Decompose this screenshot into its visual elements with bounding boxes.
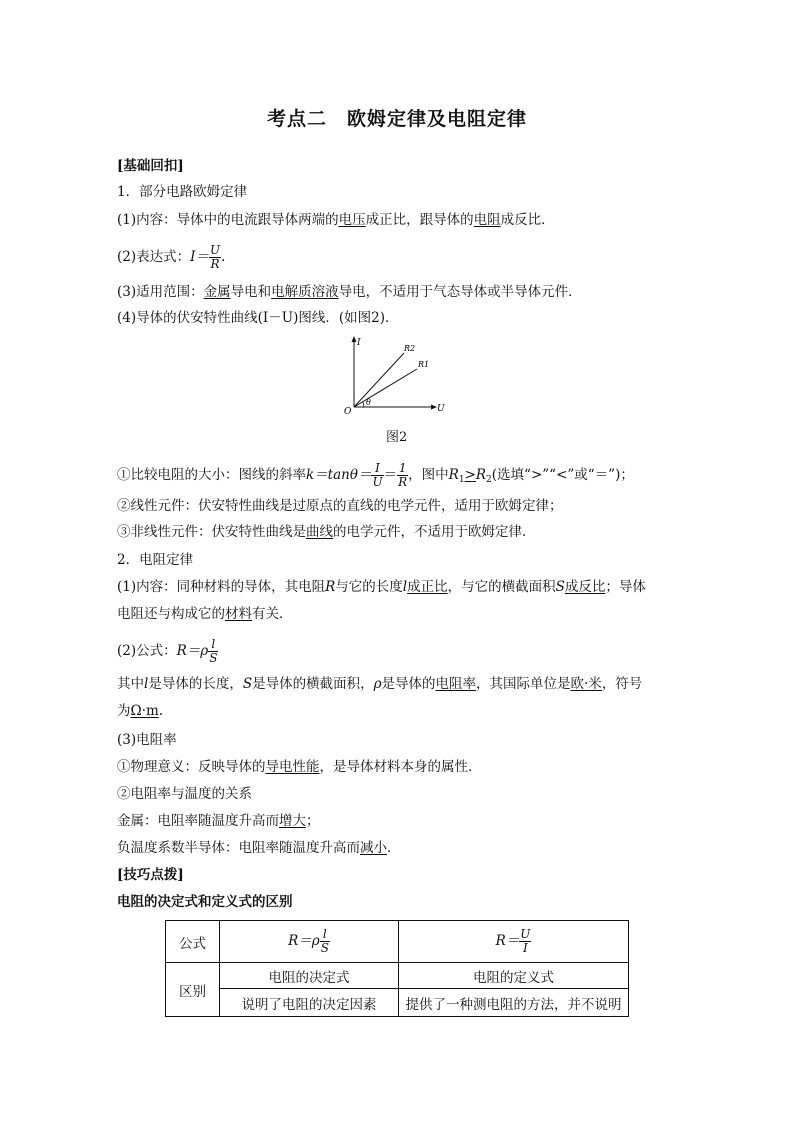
table-title: 电阻的决定式和定义式的区别 (117, 894, 293, 910)
fraction-u-over-r: $\frac{U}{R}$ (209, 243, 221, 271)
basics-header: [基础回扣] (117, 158, 184, 174)
fraction-l-over-s: $\frac{l}{S}$ (320, 927, 329, 955)
page-title: 考点二 欧姆定律及电阻定律 (266, 108, 527, 130)
blank-curve: 曲线 (306, 524, 333, 540)
blank-symbol: Ω·m (130, 703, 159, 719)
fraction-i-over-u: $\frac{I}{U}$ (372, 461, 383, 489)
r1-line (354, 369, 417, 407)
header-formula: 公式 (166, 921, 220, 963)
blank-ohm-meter: 欧·米 (570, 676, 602, 692)
table-cell: 电阻的决定式 (220, 963, 399, 989)
theta-label: θ (366, 398, 371, 407)
fraction-1-over-r: $\frac{1}{R}$ (398, 461, 408, 489)
section-2-heading: 2．电阻定律 (117, 552, 194, 568)
ohm-law-scope: (3)适用范围：金属导电和电解质溶液导电，不适用于气态导体或半导体元件． (117, 284, 582, 300)
blank-inverse: 成反比 (564, 579, 606, 595)
blank-conductivity: 导电性能 (265, 759, 320, 775)
blank-resistivity: 电阻率 (435, 676, 477, 692)
compare-resistance: ①比较电阻的大小：图线的斜率k＝tanθ＝ $\frac{I}{U}$ ＝ $\frac{1}{R}$ ，图中$R_1>R_2$(选填“>”“<”或“＝”)； (117, 461, 634, 489)
blank-proportional: 成正比 (407, 579, 448, 595)
table-cell: 说明了电阻的决定因素 (220, 989, 399, 1017)
table-row (166, 921, 629, 963)
cell-determining-formula: R＝ρ $\frac{l}{S}$ (220, 921, 399, 963)
fraction-l-over-s: $\frac{l}{S}$ (209, 637, 218, 665)
blank-resistance: 电阻 (473, 212, 501, 228)
physical-meaning: ①物理意义：反映导体的导电性能，是导体材料本身的属性． (117, 759, 482, 775)
semiconductor-resistivity: 负温度系数半导体：电阻率随温度升高而减小． (117, 840, 401, 856)
table-row (166, 963, 629, 989)
resistance-formula: (2)公式：R＝ρ $\frac{l}{S}$ (117, 637, 218, 665)
r2-line (354, 353, 404, 407)
header-difference: 区别 (166, 963, 220, 1017)
blank-decrease: 减小 (360, 840, 387, 856)
origin-label: O (344, 407, 352, 415)
comparison-table (165, 920, 629, 1017)
ohm-law-content: (1)内容：导体中的电流跟导体两端的电压成正比，跟导体的电阻成反比． (117, 212, 555, 228)
resistance-law-content-1: (1)内容：同种材料的导体，其电阻R与它的长度l成正比，与它的横截面积S成反比；导体 (117, 579, 646, 595)
blank-metal: 金属 (203, 284, 231, 300)
table-row (166, 989, 629, 1017)
skills-header: [技巧点拨] (117, 867, 184, 883)
blank-electrolyte: 电解质溶液 (271, 284, 339, 300)
theta-arc (363, 402, 365, 407)
resistance-where: 其中l是导体的长度，S是导体的横截面积，ρ是导体的电阻率，其国际单位是欧·米，符号 (117, 676, 643, 692)
i-axis-arrow (352, 336, 357, 342)
temperature-relation: ②电阻率与温度的关系 (117, 786, 252, 802)
section-1-heading: 1．部分电路欧姆定律 (117, 184, 248, 200)
ohm-law-expression: (2)表达式：I＝ $\frac{U}{R}$ . (117, 243, 226, 271)
blank-voltage: 电压 (338, 212, 366, 228)
table-cell: 提供了一种测电阻的方法，并不说明 (399, 989, 629, 1017)
r2-label: R2 (404, 344, 416, 353)
cell-defining-formula: R＝ $\frac{U}{I}$ (399, 921, 629, 963)
resistance-symbol: 为Ω·m. (117, 703, 164, 719)
resistance-law-content-2: 电阻还与构成它的材料有关． (117, 606, 293, 622)
figure-caption: 图2 (386, 430, 408, 445)
blank-increase: 增大 (279, 813, 306, 829)
r1-label: R1 (418, 360, 430, 369)
iv-graph-figure (340, 335, 450, 415)
i-axis-label: I (357, 338, 361, 348)
blank-compare: > (464, 467, 476, 483)
resistivity-heading: (3)电阻率 (117, 732, 177, 748)
fraction-u-over-i: $\frac{U}{I}$ (520, 927, 531, 955)
linear-element: ②线性元件：伏安特性曲线是过原点的直线的电学元件，适用于欧姆定律； (117, 498, 563, 514)
metal-resistivity: 金属：电阻率随温度升高而增大； (117, 813, 320, 829)
nonlinear-element: ③非线性元件：伏安特性曲线是曲线的电学元件，不适用于欧姆定律． (117, 524, 536, 540)
iv-curve-line: (4)导体的伏安特性曲线(I－U)图线．(如图2)． (117, 310, 399, 326)
table-cell: 电阻的定义式 (399, 963, 629, 989)
blank-material: 材料 (225, 606, 252, 622)
u-axis-label: U (437, 404, 445, 414)
